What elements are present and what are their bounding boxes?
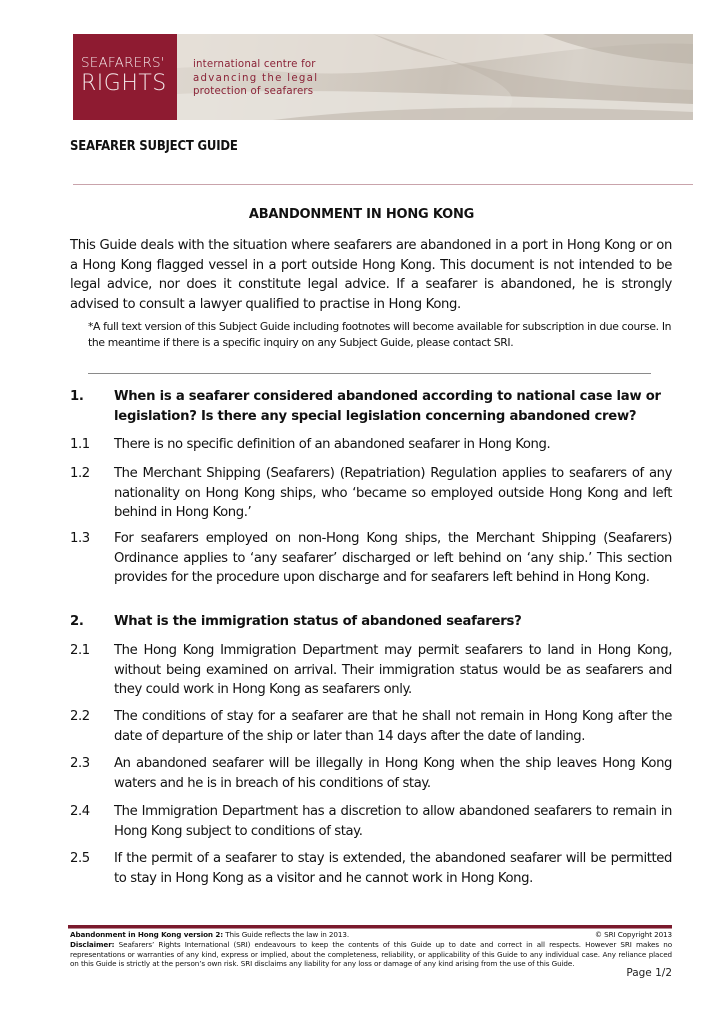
paragraph-number: 1.2: [70, 466, 90, 481]
footer-rule: [68, 925, 672, 929]
paragraph-number: 1.3: [70, 531, 90, 546]
paragraph-text: The Immigration Department has a discretion to allow abandoned seafarers to remain in Hong Kong subject to conditions of stay.: [114, 804, 672, 839]
disclaimer-text: Seafarers’ Rights International (SRI) endeavours to keep the contents of this Guide up to date and correct in all respects. However SRI makes no representations or warranties of any kind, express or implied, about the completeness, reliability, or applicability of this Guide to any individual case. Any reliance placed on this Guide is strictly at the person’s own risk. SRI disclaims any liability for any loss or damage of any kind arising from the use of this Guide.: [70, 939, 672, 969]
logo-text-seafarers: SEAFARERS': [81, 55, 165, 71]
paragraph-number: 2.2: [70, 709, 90, 724]
section-number: 1.: [70, 389, 84, 404]
paragraph-text: The Merchant Shipping (Seafarers) (Repatriation) Regulation applies to seafarers of any nationality on Hong Kong ships, who ‘became so employed outside Hong Kong and left behind in Hong Kong.’: [114, 466, 672, 520]
paragraph-number: 2.1: [70, 643, 90, 658]
tagline-line: advancing the legal: [193, 72, 319, 84]
copyright: © SRI Copyright 2013: [594, 930, 672, 939]
version-line: [70, 930, 672, 940]
guide-label: SEAFARER SUBJECT GUIDE: [70, 139, 238, 154]
header-banner: [73, 34, 693, 120]
divider: [73, 184, 693, 185]
paragraph-text: For seafarers employed on non-Hong Kong ships, the Merchant Shipping (Seafarers) Ordinance applies to ‘any seafarer’ discharged or left behind on ‘any ship.’ This section provides for the procedure upon discharge and for seafarers left behind in Hong Kong.: [114, 531, 672, 585]
paragraph-text: An abandoned seafarer will be illegally in Hong Kong when the ship leaves Hong Kong waters and he is in breach of his conditions of stay.: [114, 756, 672, 791]
paragraph-text: The conditions of stay for a seafarer are that he shall not remain in Hong Kong after the date of departure of the ship or later than 14 days after the date of landing.: [114, 709, 672, 744]
subscription-note: *A full text version of this Subject Guide including footnotes will become available for subscription in due course. In the meantime if there is a specific inquiry on any Subject Guide, please contact SRI.: [88, 320, 672, 349]
section-heading-text: When is a seafarer considered abandoned according to national case law or legislation? Is there any special legislation concerning abandoned crew?: [114, 389, 661, 424]
document-title: ABANDONMENT IN HONG KONG: [248, 207, 475, 222]
paragraph-number: 2.5: [70, 851, 90, 866]
page-number: Page 1/2: [626, 967, 672, 979]
tagline-line: international centre for: [193, 59, 316, 70]
tagline: [193, 58, 318, 99]
paragraph-number: 1.1: [70, 437, 90, 452]
tagline-line: protection of seafarers: [193, 86, 314, 97]
version-text: This Guide reflects the law in 2013.: [223, 930, 350, 939]
divider: [88, 373, 651, 374]
paragraph-number: 2.4: [70, 804, 90, 819]
section-heading-text: What is the immigration status of abandoned seafarers?: [114, 614, 522, 629]
intro-paragraph: This Guide deals with the situation where seafarers are abandoned in a port in Hong Kong or on a Hong Kong flagged vessel in a port outside Hong Kong. This document is not intended to be legal advice, nor does it constitute legal advice. If a seafarer is abandoned, he is strongly advised to consult a lawyer qualified to practise in Hong Kong.: [70, 238, 672, 312]
section-number: 2.: [70, 614, 84, 629]
paragraph-text: There is no specific definition of an abandoned seafarer in Hong Kong.: [114, 437, 551, 452]
logo-text-rights: RIGHTS: [81, 71, 167, 96]
paragraph-number: 2.3: [70, 756, 90, 771]
paragraph-text: The Hong Kong Immigration Department may permit seafarers to land in Hong Kong, without being examined on arrival. Their immigration status would be as seafarers and they could work in Hong Kong as seafarers only.: [114, 643, 672, 697]
version-label: Abandonment in Hong Kong version 2:: [70, 930, 224, 939]
footer: [70, 930, 672, 969]
disclaimer-label: Disclaimer:: [70, 939, 115, 949]
paragraph-text: If the permit of a seafarer to stay is extended, the abandoned seafarer will be permitted to stay in Hong Kong as a visitor and he cannot work in Hong Kong.: [114, 851, 672, 886]
disclaimer: [70, 940, 672, 969]
logo: [73, 34, 177, 120]
